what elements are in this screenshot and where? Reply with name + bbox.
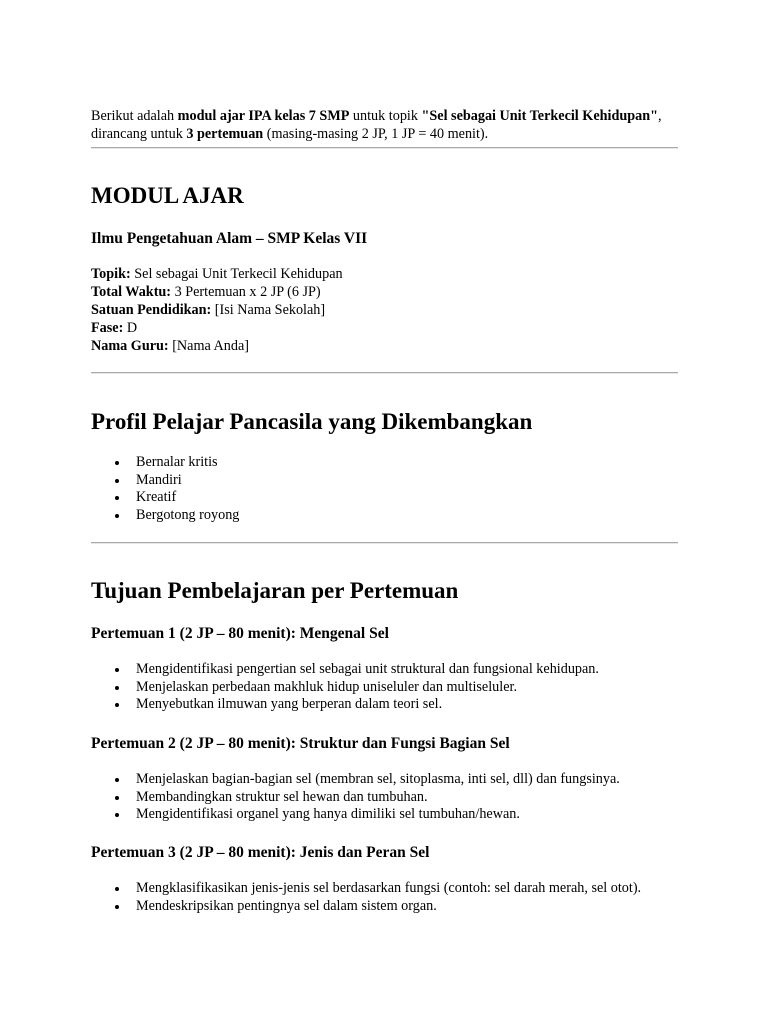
module-subtitle: Ilmu Pengetahuan Alam – SMP Kelas VII [91,230,368,247]
intro-text: , dirancang untuk [91,108,662,143]
list-item: Bernalar kritis [136,454,239,472]
list-item: Mendeskripsikan pentingnya sel dalam sistem organ. [136,898,641,916]
list-item: Kreatif [136,489,239,507]
meta-value: D [123,320,138,336]
list-item: Bergotong royong [136,506,240,523]
meta-value: [Nama Anda] [168,338,250,354]
meeting-3-heading: Pertemuan 3 (2 JP – 80 menit): Jenis dan Peran Sel [91,844,430,861]
list-item: Menyebutkan ilmuwan yang berperan dalam teori sel. [136,696,599,714]
meta-value: [Isi Nama Sekolah] [211,302,326,318]
list-item: Mengidentifikasi pengertian sel sebagai unit struktural dan fungsional kehidupan. [136,661,599,677]
profil-section-title: Profil Pelajar Pancasila yang Dikembangkan [91,409,533,434]
list-item: Membandingkan struktur sel hewan dan tumbuhan. [136,789,620,807]
meta-label: Nama Guru: [91,338,169,354]
meta-label: Satuan Pendidikan: [91,302,212,318]
profil-list [91,454,239,524]
meta-label: Total Waktu: [91,284,172,300]
meta-label: Topik: [91,266,131,282]
intro-bold-module: modul ajar IPA kelas 7 SMP [177,108,350,125]
meta-row-satuan-pendidikan [91,301,343,319]
meta-row-fase [91,319,343,337]
meta-row-total-waktu [91,283,343,301]
module-meta [91,265,343,355]
meeting-1-list [91,661,599,714]
intro-paragraph [91,107,679,143]
meta-value: Sel sebagai Unit Terkecil Kehidupan [130,266,343,282]
meeting-2-heading: Pertemuan 2 (2 JP – 80 menit): Struktur dan Fungsi Bagian Sel [91,735,510,752]
module-title: MODUL AJAR [91,183,244,208]
meta-label: Fase: [91,320,124,336]
divider [91,542,678,544]
list-item: Mengidentifikasi organel yang hanya dimiliki sel tumbuhan/hewan. [136,806,620,824]
list-item: Menjelaskan perbedaan makhluk hidup uniseluler dan multiseluler. [136,679,599,697]
list-item: Mengklasifikasikan jenis-jenis sel berdasarkan fungsi (contoh: sel darah merah, sel otot). [136,880,642,896]
meeting-1-heading: Pertemuan 1 (2 JP – 80 menit): Mengenal Sel [91,625,389,642]
list-item: Menjelaskan bagian-bagian sel (membran sel, sitoplasma, inti sel, dll) dan fungsinya. [136,771,620,787]
meta-value: 3 Pertemuan x 2 JP (6 JP) [171,284,321,300]
meeting-2-list [91,771,620,824]
intro-text: untuk topik [349,108,422,125]
divider [91,372,678,374]
meta-row-nama-guru [91,337,343,355]
divider [91,147,678,149]
meta-row-topik [91,265,343,283]
intro-text: Berikut adalah [91,108,178,125]
intro-text: (masing-masing 2 JP, 1 JP = 40 menit). [263,126,489,143]
intro-bold-topic: "Sel sebagai Unit Terkecil Kehidupan" [421,108,658,125]
intro-bold-meetings: 3 pertemuan [186,126,264,143]
list-item: Mandiri [136,472,239,490]
meeting-3-list [91,880,641,915]
tujuan-section-title: Tujuan Pembelajaran per Pertemuan [91,578,459,603]
